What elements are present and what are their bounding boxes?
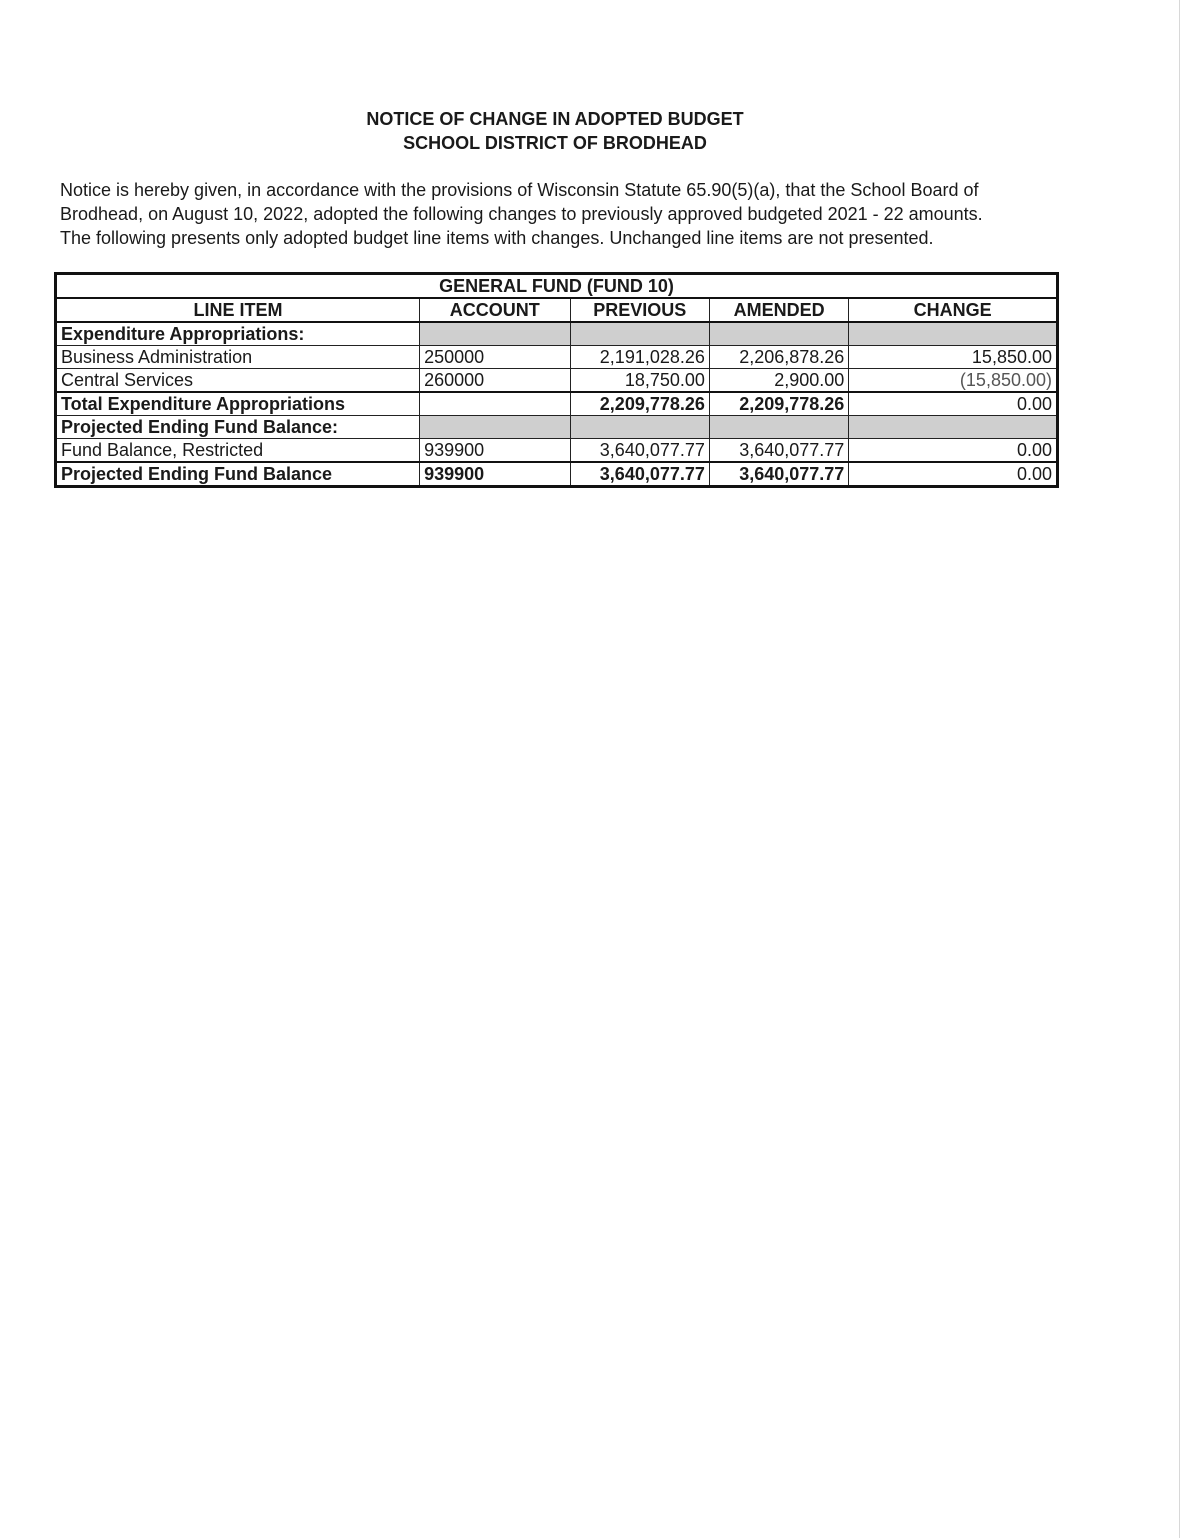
table-row xyxy=(56,439,1058,463)
change-cell: 15,850.00 xyxy=(849,346,1058,369)
table-row xyxy=(56,346,1058,369)
amended-cell xyxy=(709,322,848,346)
amended-cell: 3,640,077.77 xyxy=(709,462,848,487)
previous-cell: 3,640,077.77 xyxy=(570,439,709,463)
account-cell xyxy=(420,322,570,346)
change-cell: (15,850.00) xyxy=(849,369,1058,393)
change-cell xyxy=(849,322,1058,346)
change-cell: 0.00 xyxy=(849,462,1058,487)
account-cell: 250000 xyxy=(420,346,570,369)
document-title: NOTICE OF CHANGE IN ADOPTED BUDGET xyxy=(366,109,744,129)
column-header-account: ACCOUNT xyxy=(420,298,570,322)
change-cell: 0.00 xyxy=(849,392,1058,416)
previous-cell xyxy=(570,322,709,346)
budget-table xyxy=(54,272,1059,488)
column-header-previous: PREVIOUS xyxy=(570,298,709,322)
line-item-cell: Projected Ending Fund Balance: xyxy=(56,416,420,439)
notice-paragraph xyxy=(60,178,1070,250)
section-header-row xyxy=(56,322,1058,346)
account-cell xyxy=(420,416,570,439)
change-cell xyxy=(849,416,1058,439)
line-item-cell: Projected Ending Fund Balance xyxy=(56,462,420,487)
table-row xyxy=(56,369,1058,393)
account-cell: 939900 xyxy=(420,462,570,487)
district-name: SCHOOL DISTRICT OF BRODHEAD xyxy=(403,133,707,153)
column-header-change: CHANGE xyxy=(849,298,1058,322)
column-header-line-item: LINE ITEM xyxy=(56,298,420,322)
account-cell: 939900 xyxy=(420,439,570,463)
total-row xyxy=(56,462,1058,487)
total-row xyxy=(56,392,1058,416)
page-edge xyxy=(1179,0,1180,1538)
amended-cell: 2,206,878.26 xyxy=(709,346,848,369)
account-cell: 260000 xyxy=(420,369,570,393)
previous-cell: 2,191,028.26 xyxy=(570,346,709,369)
change-cell: 0.00 xyxy=(849,439,1058,463)
notice-line-2: Brodhead, on August 10, 2022, adopted the following changes to previously approved budgeted 2021 - 22 amounts. xyxy=(60,204,983,224)
account-cell xyxy=(420,392,570,416)
amended-cell: 2,209,778.26 xyxy=(709,392,848,416)
notice-line-1: Notice is hereby given, in accordance with the provisions of Wisconsin Statute 65.90(5)(a), that the School Board of xyxy=(60,180,979,200)
previous-cell xyxy=(570,416,709,439)
line-item-cell: Expenditure Appropriations: xyxy=(56,322,420,346)
previous-cell: 18,750.00 xyxy=(570,369,709,393)
notice-line-3: The following presents only adopted budget line items with changes. Unchanged line items are not presented. xyxy=(60,228,934,248)
fund-title: GENERAL FUND (FUND 10) xyxy=(56,274,1058,299)
column-header-amended: AMENDED xyxy=(709,298,848,322)
previous-cell: 3,640,077.77 xyxy=(570,462,709,487)
line-item-cell: Business Administration xyxy=(56,346,420,369)
line-item-cell: Total Expenditure Appropriations xyxy=(56,392,420,416)
amended-cell xyxy=(709,416,848,439)
line-item-cell: Central Services xyxy=(56,369,420,393)
amended-cell: 3,640,077.77 xyxy=(709,439,848,463)
previous-cell: 2,209,778.26 xyxy=(570,392,709,416)
section-header-row xyxy=(56,416,1058,439)
amended-cell: 2,900.00 xyxy=(709,369,848,393)
line-item-cell: Fund Balance, Restricted xyxy=(56,439,420,463)
